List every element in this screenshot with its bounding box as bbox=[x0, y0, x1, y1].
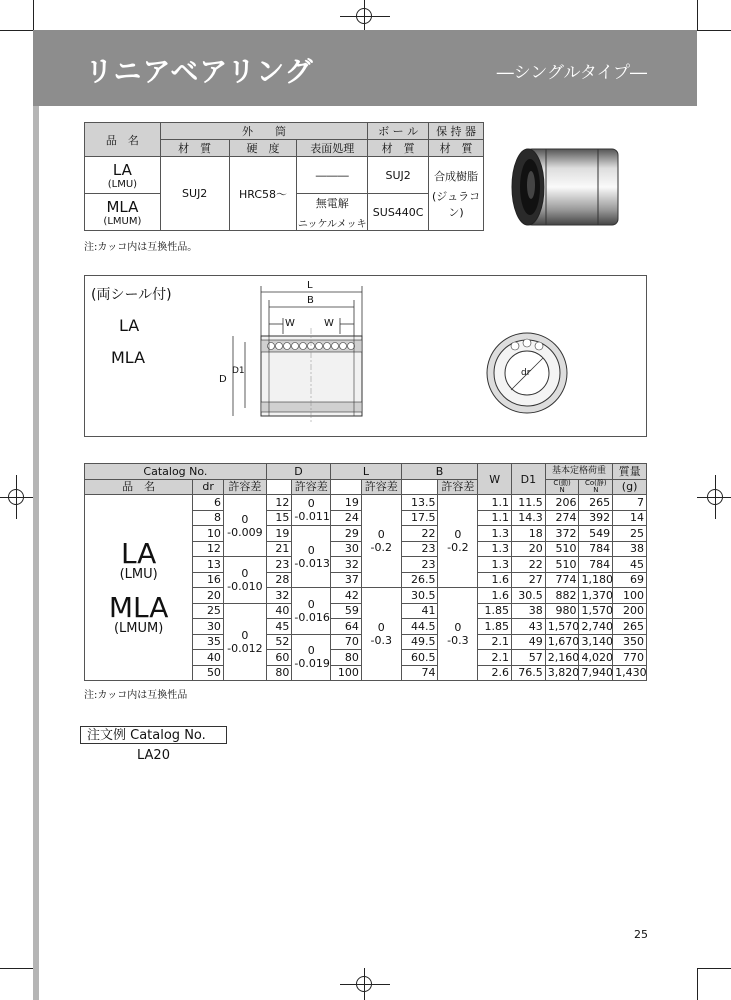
cell-B: 41 bbox=[401, 603, 438, 619]
diagram-label-mla: MLA bbox=[111, 348, 146, 367]
cell-mass: 25 bbox=[613, 526, 647, 542]
cell-C: 510 bbox=[545, 557, 579, 573]
spec-header-material: 材 質 bbox=[160, 140, 229, 157]
header-L-tol: 許容差 bbox=[361, 479, 401, 495]
cell-B-tol-upper: 0 bbox=[454, 621, 462, 634]
cell-dr: 40 bbox=[193, 650, 224, 666]
header-dr: dr bbox=[193, 479, 224, 495]
bearing-drawing bbox=[215, 278, 595, 433]
cell-W: 1.1 bbox=[478, 495, 512, 511]
product-mla: MLA bbox=[108, 590, 169, 624]
header-Co-unit: N bbox=[593, 485, 599, 494]
header-L: L bbox=[331, 464, 402, 480]
cell-C: 2,160 bbox=[545, 650, 579, 666]
cell-Co: 549 bbox=[579, 526, 613, 542]
crop-mark bbox=[697, 497, 731, 498]
cell-C: 774 bbox=[545, 572, 579, 588]
spec-mla-name: MLA bbox=[106, 197, 139, 216]
cell-D: 32 bbox=[266, 588, 292, 604]
product-la: LA bbox=[120, 536, 157, 570]
cell-D: 23 bbox=[266, 557, 292, 573]
header-L-blank bbox=[331, 479, 362, 495]
header-mass: 質量 bbox=[613, 464, 647, 480]
cell-mass: 38 bbox=[613, 541, 647, 557]
cell-dr-tol bbox=[223, 557, 266, 604]
page-number: 25 bbox=[634, 928, 648, 941]
cell-W: 1.85 bbox=[478, 619, 512, 635]
cell-dr: 12 bbox=[193, 541, 224, 557]
cell-mass: 1,430 bbox=[613, 665, 647, 681]
cell-W: 1.6 bbox=[478, 588, 512, 604]
header-B: B bbox=[401, 464, 478, 480]
cell-B-tol bbox=[438, 495, 478, 588]
cell-C: 980 bbox=[545, 603, 579, 619]
dim-label-D1: D1 bbox=[232, 366, 245, 376]
dim-label-W-right: W bbox=[324, 318, 334, 329]
order-example-label: 注文例 Catalog No. bbox=[80, 726, 227, 744]
cell-D-tol-lower: -0.011 bbox=[294, 510, 330, 523]
spec-table bbox=[84, 122, 484, 231]
cell-W: 1.1 bbox=[478, 510, 512, 526]
cell-C: 882 bbox=[545, 588, 579, 604]
header-mass-unit: (g) bbox=[613, 479, 647, 495]
cell-D-tol-upper: 0 bbox=[307, 497, 315, 510]
cell-dr: 50 bbox=[193, 665, 224, 681]
spec-header-product: 品 名 bbox=[85, 123, 161, 157]
cell-C: 510 bbox=[545, 541, 579, 557]
cell-W: 2.1 bbox=[478, 650, 512, 666]
cell-D: 52 bbox=[266, 634, 292, 650]
header-C bbox=[545, 479, 579, 495]
cell-Co: 3,140 bbox=[579, 634, 613, 650]
spec-outer-hardness: HRC58～ bbox=[229, 157, 297, 231]
cell-mass: 45 bbox=[613, 557, 647, 573]
cell-L: 29 bbox=[331, 526, 362, 542]
crop-mark bbox=[16, 475, 17, 519]
cell-B: 23 bbox=[401, 541, 438, 557]
diagram-caption: (両シール付) bbox=[91, 287, 172, 303]
spec-retainer-2: (ジュラコン) bbox=[432, 189, 481, 219]
cell-C: 1,670 bbox=[545, 634, 579, 650]
cell-dr-tol bbox=[223, 603, 266, 681]
spec-ball-la: SUJ2 bbox=[368, 157, 429, 194]
spec-row-mla-name bbox=[85, 194, 161, 231]
cell-L-tol-upper: 0 bbox=[377, 621, 385, 634]
cell-D: 60 bbox=[266, 650, 292, 666]
product-la-alt: (LMU) bbox=[119, 566, 158, 582]
dim-label-W-left: W bbox=[285, 318, 295, 329]
cell-B: 49.5 bbox=[401, 634, 438, 650]
cell-D1: 22 bbox=[512, 557, 546, 573]
crop-mark bbox=[364, 0, 365, 30]
cell-D: 21 bbox=[266, 541, 292, 557]
header-dr-tol: 許容差 bbox=[223, 479, 266, 495]
spec-header-retainer-material: 材 質 bbox=[429, 140, 484, 157]
crop-mark bbox=[340, 16, 390, 17]
page-subtitle: ―シングルタイプ― bbox=[496, 63, 647, 83]
order-example-value: LA20 bbox=[137, 748, 170, 763]
spec-header-surface: 表面処理 bbox=[297, 140, 368, 157]
cell-D-tol-upper: 0 bbox=[307, 644, 315, 658]
cell-L-tol-lower: -0.2 bbox=[370, 541, 393, 554]
spec-row-la-name bbox=[85, 157, 161, 194]
crop-mark bbox=[0, 30, 33, 31]
spec-mla-alt: (LMUM) bbox=[103, 215, 142, 227]
header-C-unit: N bbox=[559, 485, 565, 494]
header-W: W bbox=[478, 464, 512, 495]
header-Co-symbol: Co bbox=[584, 478, 595, 487]
diagram-label-la: LA bbox=[119, 316, 140, 335]
dim-label-dr: dr bbox=[521, 368, 531, 378]
cell-D-tol bbox=[292, 495, 331, 526]
cell-dr-tol-lower: -0.012 bbox=[227, 641, 263, 655]
header-Co-note: (静) bbox=[594, 478, 607, 487]
header-D-tol: 許容差 bbox=[292, 479, 331, 495]
cell-D: 12 bbox=[266, 495, 292, 511]
cell-W: 1.3 bbox=[478, 526, 512, 542]
cell-C: 372 bbox=[545, 526, 579, 542]
dimension-table bbox=[84, 463, 647, 681]
cell-Co: 784 bbox=[579, 557, 613, 573]
cell-dr-tol bbox=[223, 495, 266, 557]
cell-B: 17.5 bbox=[401, 510, 438, 526]
cell-mass: 100 bbox=[613, 588, 647, 604]
cell-B: 26.5 bbox=[401, 572, 438, 588]
header-load: 基本定格荷重 bbox=[545, 464, 612, 480]
left-margin-bar bbox=[33, 106, 39, 1000]
cell-D-tol-upper: 0 bbox=[307, 597, 315, 611]
header-product: 品 名 bbox=[85, 479, 193, 495]
spec-header-retainer: 保 持 器 bbox=[429, 123, 484, 140]
spec-header-ball-material: 材 質 bbox=[368, 140, 429, 157]
spec-header-outer: 外 筒 bbox=[160, 123, 367, 140]
cell-L: 59 bbox=[331, 603, 362, 619]
cell-W: 1.3 bbox=[478, 541, 512, 557]
dim-label-L: L bbox=[307, 280, 313, 291]
cell-dr-tol-lower: -0.009 bbox=[227, 525, 263, 539]
header-Co bbox=[579, 479, 613, 495]
cell-Co: 2,740 bbox=[579, 619, 613, 635]
spec-header-hardness: 硬 度 bbox=[229, 140, 297, 157]
spec-retainer bbox=[429, 157, 484, 231]
cell-D1: 11.5 bbox=[512, 495, 546, 511]
dim-label-B: B bbox=[307, 295, 314, 306]
cell-dr: 35 bbox=[193, 634, 224, 650]
crop-mark bbox=[33, 0, 34, 30]
cell-D1: 38 bbox=[512, 603, 546, 619]
cell-B: 13.5 bbox=[401, 495, 438, 511]
cell-D: 40 bbox=[266, 603, 292, 619]
cell-D1: 27 bbox=[512, 572, 546, 588]
cell-L: 64 bbox=[331, 619, 362, 635]
cell-dr-tol-lower: -0.010 bbox=[227, 579, 263, 593]
spec-surface-mla-2: ニッケルメッキ bbox=[297, 218, 367, 230]
cell-B: 30.5 bbox=[401, 588, 438, 604]
cell-W: 1.3 bbox=[478, 557, 512, 573]
cell-D: 28 bbox=[266, 572, 292, 588]
spec-header-ball: ボ ー ル bbox=[368, 123, 429, 140]
cell-mass: 350 bbox=[613, 634, 647, 650]
cell-L: 30 bbox=[331, 541, 362, 557]
cell-L: 100 bbox=[331, 665, 362, 681]
table-row bbox=[85, 495, 647, 511]
bearing-photo bbox=[500, 135, 630, 235]
cell-B-tol bbox=[438, 588, 478, 681]
cell-D-tol bbox=[292, 588, 331, 635]
note-compat-2: 注:カッコ内は互換性品 bbox=[84, 690, 188, 701]
cell-mass: 770 bbox=[613, 650, 647, 666]
cell-W: 2.1 bbox=[478, 634, 512, 650]
crop-mark bbox=[340, 984, 390, 985]
cell-L: 19 bbox=[331, 495, 362, 511]
header-D1: D1 bbox=[512, 464, 546, 495]
cell-D1: 20 bbox=[512, 541, 546, 557]
crop-mark bbox=[697, 30, 731, 31]
cell-dr: 8 bbox=[193, 510, 224, 526]
spec-retainer-1: 合成樹脂 bbox=[434, 169, 479, 183]
cell-D1: 49 bbox=[512, 634, 546, 650]
cell-B: 74 bbox=[401, 665, 438, 681]
cell-B-tol-upper: 0 bbox=[454, 528, 462, 541]
header-D: D bbox=[266, 464, 330, 480]
page-title: リニアベアリング bbox=[85, 55, 314, 88]
cell-C: 1,570 bbox=[545, 619, 579, 635]
spec-surface-mla-1: 無電解 bbox=[315, 196, 349, 210]
cell-D: 19 bbox=[266, 526, 292, 542]
header-D-blank bbox=[266, 479, 292, 495]
cell-D1: 14.3 bbox=[512, 510, 546, 526]
cell-L-tol bbox=[361, 588, 401, 681]
cell-Co: 1,180 bbox=[579, 572, 613, 588]
spec-la-name: LA bbox=[112, 160, 132, 179]
cell-mass: 265 bbox=[613, 619, 647, 635]
cell-L: 70 bbox=[331, 634, 362, 650]
cell-D-tol-lower: -0.013 bbox=[294, 556, 330, 570]
cell-mass: 14 bbox=[613, 510, 647, 526]
spec-surface-mla bbox=[297, 194, 368, 231]
cell-mass: 200 bbox=[613, 603, 647, 619]
cell-D-tol-lower: -0.019 bbox=[294, 657, 330, 671]
cell-L: 80 bbox=[331, 650, 362, 666]
cell-D1: 57 bbox=[512, 650, 546, 666]
cell-D: 80 bbox=[266, 665, 292, 681]
cell-dr: 10 bbox=[193, 526, 224, 542]
cell-D: 15 bbox=[266, 510, 292, 526]
cell-D1: 43 bbox=[512, 619, 546, 635]
product-mla-alt: (LMUM) bbox=[113, 620, 164, 636]
cell-mass: 7 bbox=[613, 495, 647, 511]
cell-B: 22 bbox=[401, 526, 438, 542]
cell-Co: 392 bbox=[579, 510, 613, 526]
cell-D-tol bbox=[292, 634, 331, 681]
cell-dr: 25 bbox=[193, 603, 224, 619]
cell-B-tol-lower: -0.3 bbox=[447, 634, 469, 647]
cell-L: 24 bbox=[331, 510, 362, 526]
cell-Co: 1,370 bbox=[579, 588, 613, 604]
crop-mark bbox=[0, 968, 33, 969]
cell-L-tol bbox=[361, 495, 401, 588]
spec-la-alt: (LMU) bbox=[107, 178, 138, 190]
cell-dr: 16 bbox=[193, 572, 224, 588]
cell-D-tol-lower: -0.016 bbox=[294, 610, 330, 624]
cell-B-tol-lower: -0.2 bbox=[447, 541, 469, 554]
cell-C: 274 bbox=[545, 510, 579, 526]
cell-W: 2.6 bbox=[478, 665, 512, 681]
cell-D1: 18 bbox=[512, 526, 546, 542]
cell-Co: 265 bbox=[579, 495, 613, 511]
cell-B: 60.5 bbox=[401, 650, 438, 666]
cell-L: 42 bbox=[331, 588, 362, 604]
note-compat-1: 注:カッコ内は互換性品。 bbox=[84, 242, 198, 253]
cell-Co: 1,570 bbox=[579, 603, 613, 619]
spec-ball-mla: SUS440C bbox=[368, 194, 429, 231]
cell-dr: 6 bbox=[193, 495, 224, 511]
header-band bbox=[33, 30, 697, 106]
cell-D1: 30.5 bbox=[512, 588, 546, 604]
product-names bbox=[85, 495, 193, 681]
header-C-symbol: C bbox=[553, 478, 559, 487]
cell-L: 37 bbox=[331, 572, 362, 588]
cell-dr: 20 bbox=[193, 588, 224, 604]
spec-outer-material: SUJ2 bbox=[160, 157, 229, 231]
dim-label-D: D bbox=[219, 374, 227, 385]
cell-W: 1.6 bbox=[478, 572, 512, 588]
cell-mass: 69 bbox=[613, 572, 647, 588]
cell-D: 45 bbox=[266, 619, 292, 635]
cell-Co: 7,940 bbox=[579, 665, 613, 681]
cell-C: 3,820 bbox=[545, 665, 579, 681]
header-C-note: (動) bbox=[558, 478, 571, 487]
crop-mark bbox=[697, 0, 698, 30]
header-catalog: Catalog No. bbox=[85, 464, 267, 480]
spec-surface-la: ――― bbox=[297, 157, 368, 194]
crop-mark bbox=[697, 968, 698, 1000]
cell-Co: 784 bbox=[579, 541, 613, 557]
cell-L-tol-upper: 0 bbox=[377, 528, 385, 541]
cell-Co: 4,020 bbox=[579, 650, 613, 666]
cell-W: 1.85 bbox=[478, 603, 512, 619]
header-B-blank bbox=[401, 479, 438, 495]
cell-D-tol bbox=[292, 526, 331, 588]
cell-D1: 76.5 bbox=[512, 665, 546, 681]
cell-dr: 13 bbox=[193, 557, 224, 573]
cell-dr-tol-upper: 0 bbox=[241, 628, 249, 642]
cell-L-tol-lower: -0.3 bbox=[370, 634, 393, 647]
cell-B: 23 bbox=[401, 557, 438, 573]
cell-dr: 30 bbox=[193, 619, 224, 635]
cell-L: 32 bbox=[331, 557, 362, 573]
cell-C: 206 bbox=[545, 495, 579, 511]
crop-mark bbox=[715, 475, 716, 519]
crop-mark bbox=[697, 968, 731, 969]
cell-D-tol-upper: 0 bbox=[307, 543, 315, 557]
cell-dr-tol-upper: 0 bbox=[241, 512, 249, 526]
cell-dr-tol-upper: 0 bbox=[241, 566, 249, 580]
cell-B: 44.5 bbox=[401, 619, 438, 635]
header-B-tol: 許容差 bbox=[438, 479, 478, 495]
